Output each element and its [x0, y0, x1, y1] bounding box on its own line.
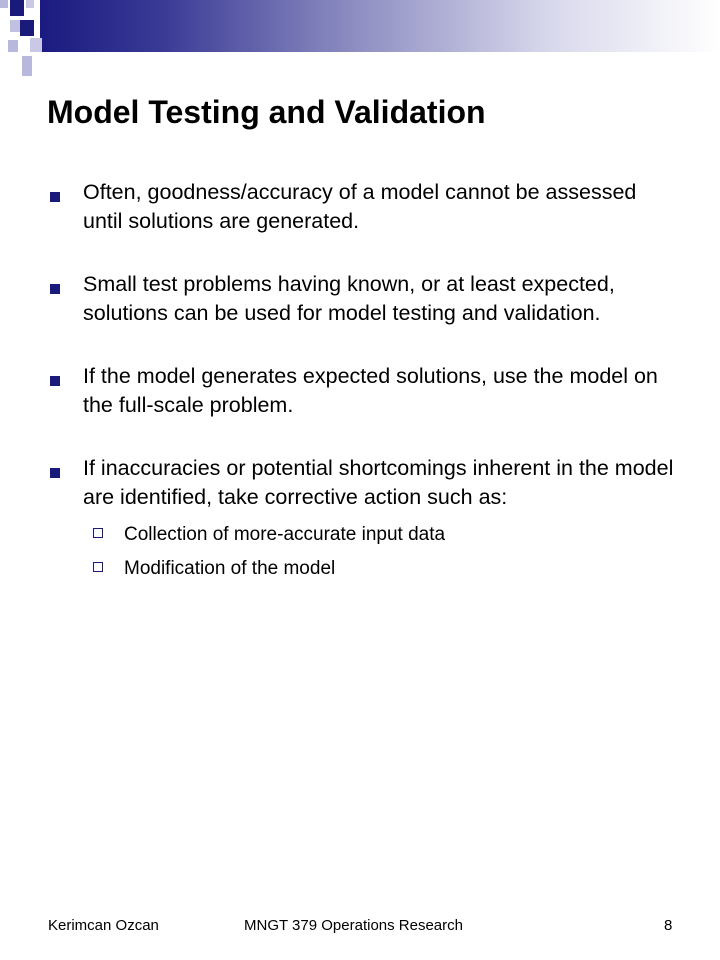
bullet-text: Often, goodness/accuracy of a model cannot be assessed until solutions are generated.	[83, 180, 637, 233]
footer-author: Kerimcan Ozcan	[48, 917, 159, 934]
bullet-item	[50, 362, 680, 420]
header-gradient-bar	[40, 0, 720, 52]
sub-bullet-item	[83, 520, 680, 550]
bullet-item	[50, 178, 680, 236]
hollow-square-bullet-icon	[93, 528, 103, 538]
slide-footer	[0, 916, 720, 940]
square-bullet-icon	[50, 192, 60, 202]
sub-bullet-text: Collection of more-accurate input data	[124, 524, 446, 545]
sub-bullet-item	[83, 554, 680, 584]
bullet-text: Small test problems having known, or at least expected, solutions can be used for model testing and validation.	[83, 272, 615, 325]
footer-page-number: 8	[664, 917, 673, 934]
bullet-list	[50, 178, 680, 584]
decor-square	[26, 0, 34, 8]
bullet-item	[50, 454, 680, 584]
decor-square	[10, 0, 24, 16]
hollow-square-bullet-icon	[93, 562, 103, 572]
sub-bullet-list	[83, 520, 680, 584]
footer-course: MNGT 379 Operations Research	[244, 917, 463, 934]
decor-square	[8, 40, 18, 52]
slide-title: Model Testing and Validation	[47, 94, 486, 130]
square-bullet-icon	[50, 468, 60, 478]
bullet-text: If the model generates expected solutions, use the model on the full-scale problem.	[83, 364, 658, 417]
decor-square	[22, 56, 32, 76]
decor-square	[0, 0, 8, 8]
bullet-text: If inaccuracies or potential shortcomings inherent in the model are identified, take corrective action such as:	[83, 456, 674, 509]
sub-bullet-text: Modification of the model	[124, 558, 336, 579]
square-bullet-icon	[50, 284, 60, 294]
decor-square	[30, 38, 42, 52]
decor-square	[20, 20, 34, 36]
bullet-item	[50, 270, 680, 328]
header-decoration	[0, 0, 720, 90]
square-bullet-icon	[50, 376, 60, 386]
